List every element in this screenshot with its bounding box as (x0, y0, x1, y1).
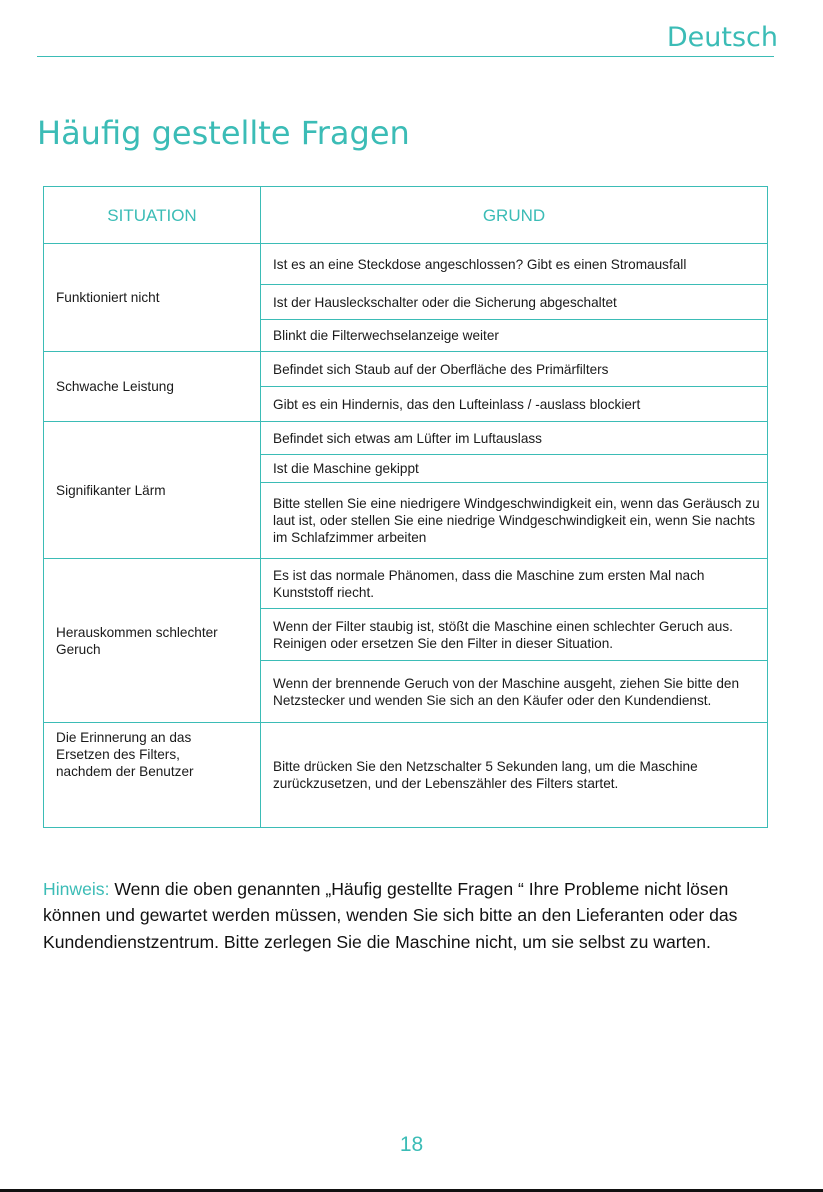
reason-cell: Wenn der Filter staubig ist, stößt die Maschine einen schlechter Geruch aus. Reinigen oder ersetzen Sie den Filter in dieser Situation. (261, 609, 768, 661)
note-text: Wenn die oben genannten „Häufig gestellte Fragen “ Ihre Probleme nicht lösen können und gewartet werden müssen, wenden Sie sich bitte an den Lieferanten oder das Kundendienstzentrum. Bitte zerlegen Sie die Maschine nicht, um sie selbst zu warten. (43, 878, 738, 952)
situation-cell: Schwache Leistung (44, 352, 261, 422)
column-header-grund: GRUND (261, 187, 768, 244)
reason-cell: Befindet sich etwas am Lüfter im Luftauslass (261, 422, 768, 455)
page-number: 18 (399, 1133, 424, 1156)
column-header-situation: SITUATION (44, 187, 261, 244)
table-row (44, 422, 768, 455)
reason-cell: Wenn der brennende Geruch von der Maschine ausgeht, ziehen Sie bitte den Netzstecker und wenden Sie sich an den Käufer oder den Kundendienst. (261, 661, 768, 723)
situation-cell: Die Erinnerung an das Ersetzen des Filters, nachdem der Benutzer (44, 723, 261, 828)
reason-cell: Ist es an eine Steckdose angeschlossen? Gibt es einen Stromausfall (261, 244, 768, 285)
note-paragraph (43, 876, 783, 956)
reason-cell: Es ist das normale Phänomen, dass die Maschine zum ersten Mal nach Kunststoff riecht. (261, 559, 768, 609)
faq-table (43, 186, 768, 828)
table-row (44, 723, 768, 828)
reason-cell: Ist die Maschine gekippt (261, 455, 768, 483)
header-divider (37, 56, 774, 57)
page-title: Häufig gestellte Fragen (37, 114, 410, 152)
table-row (44, 244, 768, 285)
reason-cell: Ist der Hausleckschalter oder die Sicherung abgeschaltet (261, 285, 768, 320)
reason-cell: Gibt es ein Hindernis, das den Lufteinlass / -auslass blockiert (261, 387, 768, 422)
situation-cell: Funktioniert nicht (44, 244, 261, 352)
table-row (44, 559, 768, 609)
language-label: Deutsch (666, 22, 778, 53)
reason-cell: Bitte drücken Sie den Netzschalter 5 Sekunden lang, um die Maschine zurückzusetzen, und der Lebenszähler des Filters startet. (261, 723, 768, 828)
table-header-row (44, 187, 768, 244)
reason-cell: Bitte stellen Sie eine niedrigere Windgeschwindigkeit ein, wenn das Geräusch zu laut ist, oder stellen Sie eine niedrige Windgeschwindigkeit ein, wenn Sie nachts im Schlafzimmer arbeiten (261, 483, 768, 559)
table-row (44, 352, 768, 387)
situation-cell: Herauskommen schlechter Geruch (44, 559, 261, 723)
reason-cell: Befindet sich Staub auf der Oberfläche des Primärfilters (261, 352, 768, 387)
situation-cell: Signifikanter Lärm (44, 422, 261, 559)
reason-cell: Blinkt die Filterwechselanzeige weiter (261, 320, 768, 352)
note-label: Hinweis: (43, 878, 110, 899)
